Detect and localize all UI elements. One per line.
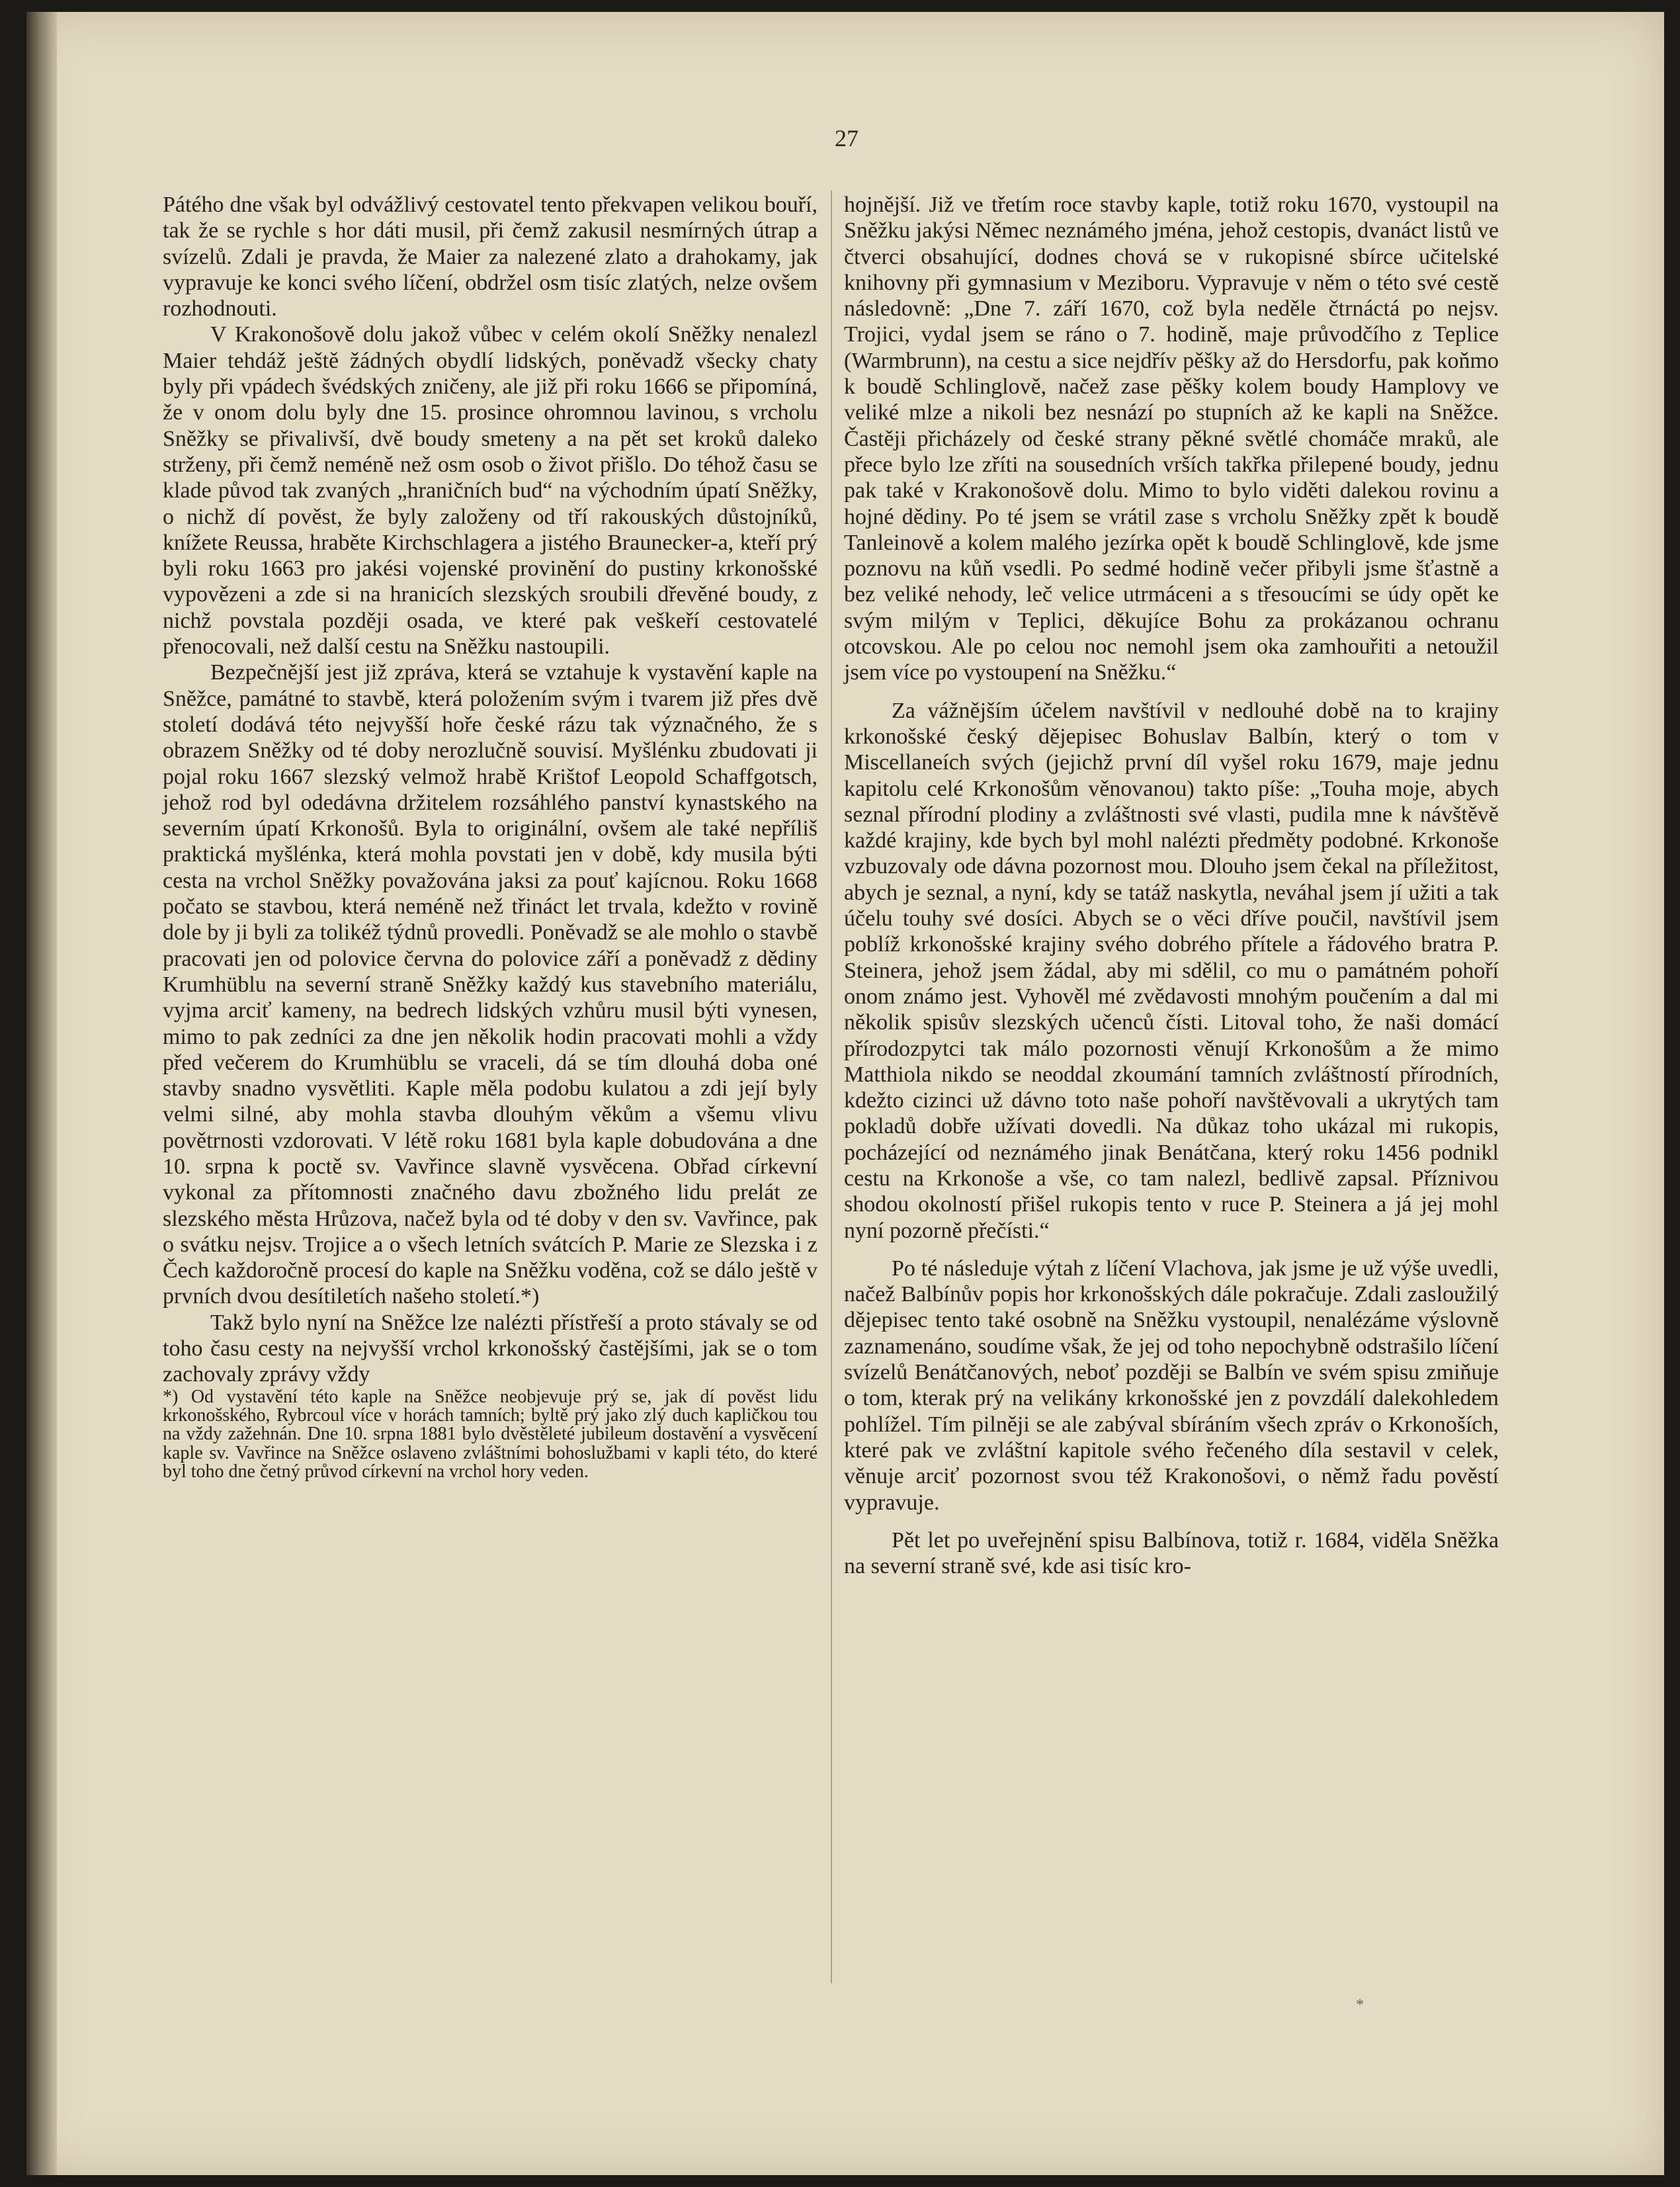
paragraph: Pátého dne však byl odvážlivý cestovatel tento překvapen velikou bouří, tak že se rychle s hor dáti musil, při čemž zakusil nesmírných útrap a svízelů. Zdali je pravda, že Maier za nalezené zlato a drahokamy, jak vypravuje ke konci svého líčení, obdržel osm tisíc zlatých, nelze ovšem rozhodnouti.: [163, 193, 818, 322]
left-column: [163, 192, 818, 1481]
book-page: [26, 12, 1664, 2175]
paragraph: Za vážnějším účelem navštívil v nedlouhé době na to krajiny krkonošské český dějepisec Bohuslav Balbín, který o tom v Miscellaneích svých (jejichž první díl vyšel roku 1679, maje jednu kapitolu celé Krkonošům věnovanou) takto píše: „Touha moje, abych seznal přírodní plodiny a zvláštnosti své vlasti, pudila mne k návštěvě každé krajiny, kde bych byl mohl nalézti předměty podobné. Krkonoše vzbuzovaly ode dávna pozornost mou. Dlouho jsem čekal na příležitost, abych je seznal, a nyní, kdy se tatáž naskytla, neváhal jsem jí užiti a tak účelu touhy své dosíci. Abych se o věci dříve poučil, navštívil jsem poblíž krkonošské krajiny svého dobrého přítele a řádového bratra P. Steinera, jehož jsem žádal, aby mi sdělil, co mu o památném pohoří onom známo jest. Vyhověl mé zvědavosti mnohým poučením a dal mi několik spisův slezských učenců čísti. Litoval toho, že naši domácí přírodozpytci tak málo pozornosti věnují Krkonošům a že mimo Matthiola nikdo se neoddal zkoumání tamních zvláštností přírodních, kdežto cizinci už dávno toto naše pohoří navštěvovali a ukrytých tam pokladů dobře užívati dovedli. Na důkaz toho ukázal mi rukopis, pocházející od neznámého jinak Benátčana, který roku 1456 podnikl cestu na Krkonoše a vše, co tam nalezl, bedlivě zapsal. Příznivou shodou okolností přišel rukopis tento v ruce P. Steinera a já jej mohl nyní pozorně přečísti.“: [844, 698, 1499, 1243]
column-divider: [831, 191, 832, 1983]
paragraph: Po té následuje výtah z líčení Vlachova, jak jsme je už výše uvedli, načež Balbínův popis hor krkonošských dále pokračuje. Zdali zasloužilý dějepisec tento také osobně na Sněžku vystoupil, nenalézáme výslovně zaznamenáno, soudíme však, že jej od toho nepochybně odstrašilo líčení svízelů Benátčanových, neboť později se Balbín ve svém spisu zmiňuje o tom, kterak prý na velikány krkonošské jen z povzdálí dalekohledem pohlížel. Tím pilněji se ale zabýval sbíráním všech zpráv o Krkonoších, které pak ve zvláštní kapitole svého řečeného díla sestavil v celek, věnuje arciť pozornost svou též Krakonošovi, o němž řadu pověstí vypravuje.: [844, 1256, 1499, 1515]
page-number: 27: [835, 125, 859, 151]
paragraph: Bezpečnější jest již zpráva, která se vztahuje k vystavění kaple na Sněžce, památné to stavbě, která položením svým i tvarem již přes dvě století dodává této nejvyšší hoře české rázu tak význačného, že s obrazem Sněžky od té doby nerozlučně souvisí. Myšlénku zbudovati ji pojal roku 1667 slezský velmož hrabě Krištof Leopold Schaffgotsch, jehož rod byl odedávna držitelem rozsáhlého panství kynastského na severním úpatí Krkonošů. Byla to originální, ovšem ale také nepříliš praktická myšlénka, která mohla povstati jen v době, kdy musila býti cesta na vrchol Sněžky považována jaksi za pouť kajícnou. Roku 1668 počato se stavbou, která neméně než třináct let trvala, kdežto v rovině dole by ji byli za tolikéž týdnů provedli. Poněvadž se ale mohlo o stavbě pracovati jen od polovice června do polovice září a poněvadž z dědiny Krumhüblu na severní straně Sněžky každý kus stavebního materiálu, vyjma arciť kameny, na bedrech lidských vzhůru musil býti vynesen, mimo to pak zedníci za dne jen několik hodin pracovati mohli a vždy před večerem do Krumhüblu se vraceli, dá se tím dlouhá doba oné stavby snadno vysvětliti. Kaple měla podobu kulatou a zdi její byly velmi silné, aby mohla stavba dlouhým věkům a všemu vlivu povětrnosti vzdorovati. V létě roku 1681 byla kaple dobudována a dne 10. srpna k poctě sv. Vavřince slavně vysvěcena. Obřad církevní vykonal za přítomnosti značného davu zbožného lidu prelát ze slezského města Hrůzova, načež byla od té doby v den sv. Vavřince, pak o svátku nejsv. Trojice a o všech letních svátcích P. Marie ze Slezska i z Čech každoročně procesí do kaple na Sněžku voděna, což se dálo ještě v prvních dvou desítiletích našeho století.*): [163, 660, 818, 1309]
book-spine-shadow: [26, 12, 57, 2175]
printer-ornament: *: [1356, 1996, 1364, 2014]
footnote: *) Od vystavění této kaple na Sněžce neobjevuje prý se, jak dí pověst lidu krkonošského, Rybrcoul více v horách tamních; byltě prý jako zlý duch kapličkou tou na vždy zažehnán. Dne 10. srpna 1881 bylo dvěstěleté jubileum dostavění a vysvěcení kaple sv. Vavřince na Sněžce oslaveno zvláštními bohoslužbami v kapli této, do které byl toho dne četný průvod církevní na vrchol hory veden.: [163, 1386, 818, 1482]
right-column: [844, 192, 1499, 1579]
paragraph: Takž bylo nyní na Sněžce lze nalézti přístřeší a proto stávaly se od toho času cesty na nejvyšší vrchol krkonošský častějšími, jak se o tom zachovaly zprávy vždy: [163, 1310, 818, 1387]
paragraph: Pět let po uveřejnění spisu Balbínova, totiž r. 1684, viděla Sněžka na severní straně své, kde asi tisíc kro-: [844, 1527, 1499, 1579]
paragraph: hojnější. Již ve třetím roce stavby kaple, totiž roku 1670, vystoupil na Sněžku jakýsi Němec neznámého jména, jehož cestopis, dvanáct listů ve čtverci obsahující, dodnes chová se v rukopisné sbírce učitelské knihovny při gymnasium v Meziboru. Vypravuje v něm o této své cestě následovně: „Dne 7. září 1670, což byla neděle čtrnáctá po nejsv. Trojici, vydal jsem se ráno o 7. hodině, maje průvodčího z Teplice (Warmbrunn), na cestu a sice nejdřív pěšky až do Hersdorfu, pak koňmo k boudě Schlinglově, načež zase pěšky kolem boudy Hamplovy ve veliké mlze a nikoli bez nesnází po stupních až ke kapli na Sněžce. Častěji přicházely od české strany pěkné světlé chomáče mraků, ale přece bylo lze zříti na sousedních vrších takřka přilepené boudy, jednu pak také v Krakonošově dolu. Mimo to bylo viděti dalekou rovinu a hojné dědiny. Po té jsem se vrátil zase s vrcholu Sněžky zpět k boudě Tanleinově a kolem malého jezírka opět k boudě Schlinglově, kde jsme poznovu na kůň vsedli. Po sedmé hodině večer přibyli jsme šťastně a bez veliké nehody, leč velice utrmáceni a s třesoucími se údy opět ke svým milým v Teplici, děkujíce Bohu za prokázanou ochranu otcovskou. Ale po celou noc nemohl jsem oka zamhouřiti a netoužil jsem více po vystoupení na Sněžku.“: [844, 193, 1499, 685]
paragraph: V Krakonošově dolu jakož vůbec v celém okolí Sněžky nenalezl Maier tehdáž ještě žádných obydlí lidských, poněvadž všecky chaty byly při vpádech švédských zničeny, ale již při roku 1666 se připomíná, že v onom dolu byly dne 15. prosince ohromnou lavinou, s vrcholu Sněžky se přivalivší, dvě boudy smeteny a na pět set kroků daleko strženy, při čemž neméně než osm osob o život přišlo. Do téhož času se klade původ tak zvaných „hraničních bud“ na východním úpatí Sněžky, o nichž dí pověst, že byly založeny od tří rakouských důstojníků, knížete Reussa, hraběte Kirchschlagera a jistého Braunecker-a, kteří prý byli roku 1663 pro jakési vojenské provinění do pustiny krkonošské vypovězeni a zde si na hranicích slezských sroubili dřevěné boudy, z nichž povstala později osada, ve které pak veškeří cestovatelé přenocovali, než další cestu na Sněžku nastoupili.: [163, 322, 818, 660]
